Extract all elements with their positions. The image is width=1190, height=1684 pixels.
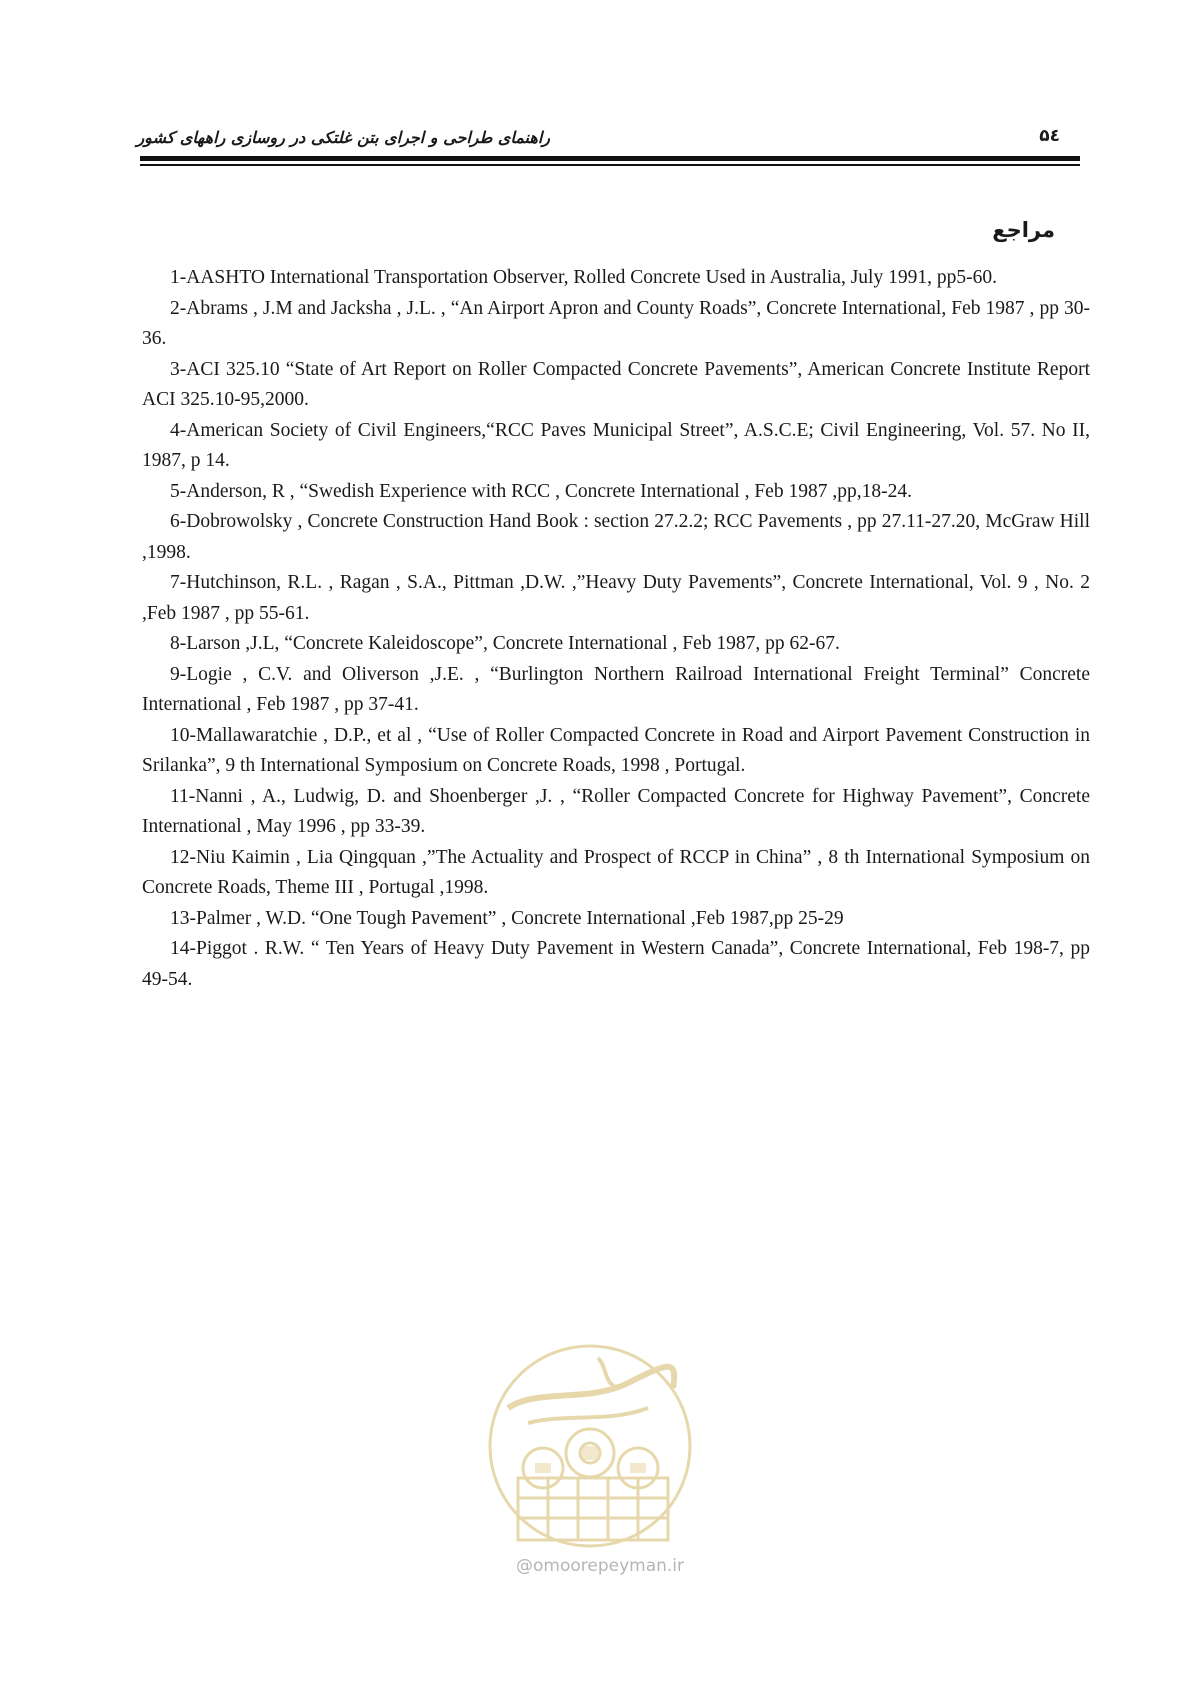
page-header [136, 126, 1080, 168]
reference-item: 13-Palmer , W.D. “One Tough Pavement” , Concrete International ,Feb 1987,pp 25-29 [170, 907, 844, 929]
reference-item: 3-ACI 325.10 “State of Art Report on Roller Compacted Concrete Pavements”, American Concrete Institute Report ACI 325.10-95,2000. [142, 358, 1090, 410]
header-rule-thin [140, 164, 1080, 166]
reference-item: 2-Abrams , J.M and Jacksha , J.L. , “An Airport Apron and County Roads”, Concrete International, Feb 1987 , pp 30-36. [142, 297, 1090, 349]
reference-item: 10-Mallawaratchie , D.P., et al , “Use of Roller Compacted Concrete in Road and Airport Pavement Construction in Srilanka”, 9 th International Symposium on Concrete Roads, 1998 , Portugal. [142, 724, 1090, 776]
watermark-seal-icon [478, 1328, 728, 1588]
reference-item: 9-Logie , C.V. and Oliverson ,J.E. , “Burlington Northern Railroad International Freight Terminal” Concrete International , Feb 1987 , pp 37-41. [142, 663, 1090, 715]
reference-item: 6-Dobrowolsky , Concrete Construction Hand Book : section 27.2.2; RCC Pavements , pp 27.11-27.20, McGraw Hill ,1998. [142, 511, 1090, 563]
reference-item: 11-Nanni , A., Ludwig, D. and Shoenberger ,J. , “Roller Compacted Concrete for Highway Pavement”, Concrete International , May 1996 , pp 33-39. [142, 785, 1090, 837]
page-number: ۵٤ [1039, 126, 1060, 146]
watermark-logo [478, 1328, 728, 1588]
reference-item: 5-Anderson, R , “Swedish Experience with RCC , Concrete International , Feb 1987 ,pp,18-24. [170, 480, 912, 502]
reference-item: 12-Niu Kaimin , Lia Qingquan ,”The Actuality and Prospect of RCCP in China” , 8 th International Symposium on Concrete Roads, Theme III , Portugal ,1998. [142, 846, 1090, 898]
reference-item: 14-Piggot . R.W. “ Ten Years of Heavy Duty Pavement in Western Canada”, Concrete International, Feb 198-7, pp 49-54. [142, 938, 1090, 990]
reference-item: 8-Larson ,J.L, “Concrete Kaleidoscope”, Concrete International , Feb 1987, pp 62-67. [170, 633, 840, 654]
reference-item: 1-AASHTO International Transportation Observer, Rolled Concrete Used in Australia, July 1991, pp5-60. [170, 267, 997, 288]
header-rule-thick [140, 156, 1080, 161]
reference-list [142, 263, 1090, 995]
reference-item: 7-Hutchinson, R.L. , Ragan , S.A., Pittman ,D.W. ,”Heavy Duty Pavements”, Concrete International, Vol. 9 , No. 2 ,Feb 1987 , pp 55-61. [142, 572, 1090, 624]
header-title: راهنمای طراحی و اجرای بتن غلتکی در روسازی راههای کشور [136, 128, 550, 147]
section-heading: مراجع [992, 218, 1055, 242]
watermark-url: @omoorepeyman.ir [515, 1556, 685, 1576]
reference-item: 4-American Society of Civil Engineers,“RCC Paves Municipal Street”, A.S.C.E; Civil Engineering, Vol. 57. No II, 1987, p 14. [142, 419, 1090, 471]
